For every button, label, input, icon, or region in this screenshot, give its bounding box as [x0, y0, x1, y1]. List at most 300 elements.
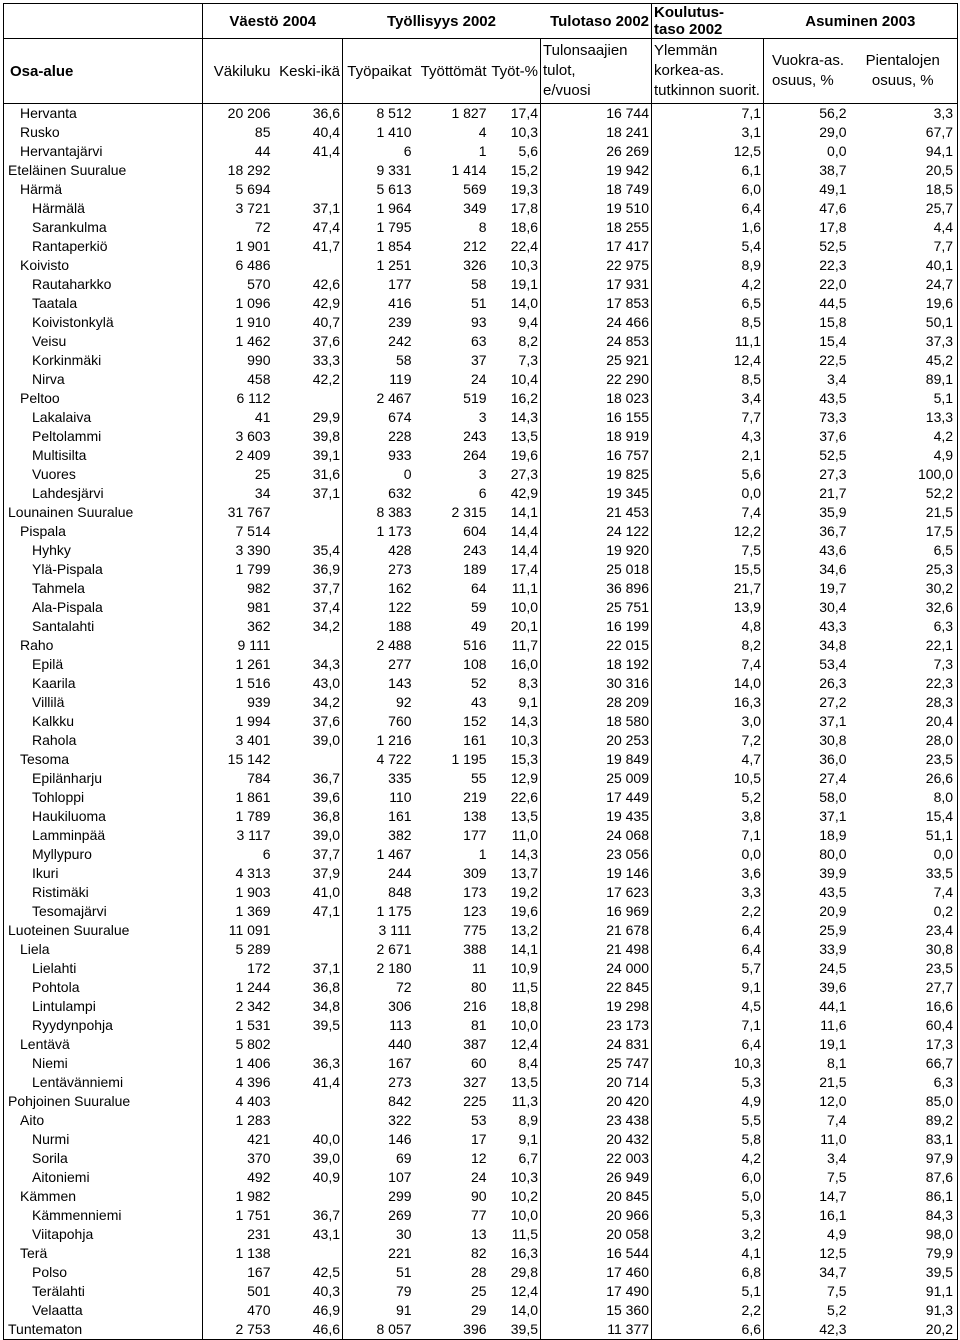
detached-share-cell: 23,5	[849, 750, 958, 769]
detached-share-cell: 24,7	[849, 275, 958, 294]
income-cell: 17 490	[541, 1282, 652, 1301]
mean-age-cell: 34,2	[273, 693, 343, 712]
rental-share-cell: 8,1	[827, 1055, 847, 1071]
jobs-cell: 91	[395, 1302, 412, 1318]
detached-share-cell: 23,5	[849, 959, 958, 978]
population-cell: 1 861	[235, 789, 271, 805]
column-header-detached-share: Pientalojen osuus, %	[849, 39, 958, 104]
table-row	[4, 389, 958, 408]
district-name: Epilä	[4, 655, 203, 674]
mean-age-cell: 36,7	[273, 1206, 343, 1225]
education-cell: 9,1	[652, 978, 764, 997]
population-cell: 1 244	[235, 979, 271, 995]
rental-share-cell: 24,5	[819, 960, 847, 976]
mean-age-cell: 41,7	[273, 237, 343, 256]
table-row	[4, 579, 958, 598]
income-cell: 24 122	[541, 522, 652, 541]
education-cell: 3,8	[652, 807, 764, 826]
unemployment-rate-cell: 10,3	[489, 123, 541, 142]
population-cell: 470	[247, 1302, 271, 1318]
unemployment-rate-cell: 17,4	[489, 560, 541, 579]
unemployed-cell: 37	[470, 352, 487, 368]
income-cell: 20 058	[541, 1225, 652, 1244]
table-row	[4, 256, 958, 275]
column-header-jobs: Työpaikat	[343, 39, 414, 104]
mean-age-cell: 43,0	[273, 674, 343, 693]
rental-share-cell: 21,5	[819, 1074, 847, 1090]
income-cell: 36 896	[541, 579, 652, 598]
table-row	[4, 1054, 958, 1073]
mean-age-cell: 36,9	[273, 560, 343, 579]
rental-share-cell: 17,8	[819, 219, 847, 235]
jobs-cell: 335	[388, 770, 412, 786]
district-name: Ikuri	[4, 864, 203, 883]
detached-share-cell: 91,3	[849, 1301, 958, 1320]
income-cell: 11 377	[541, 1320, 652, 1340]
unemployment-rate-cell: 14,0	[489, 1301, 541, 1320]
mean-age-cell	[273, 1187, 343, 1206]
education-cell: 4,5	[652, 997, 764, 1016]
education-cell: 8,5	[652, 313, 764, 332]
unemployment-rate-cell: 16,2	[489, 389, 541, 408]
table-row	[4, 313, 958, 332]
unemployed-cell: 189	[463, 561, 487, 577]
rental-share-cell: 26,3	[819, 675, 847, 691]
district-name: Tesomajärvi	[4, 902, 203, 921]
table-row	[4, 1282, 958, 1301]
population-cell: 3 390	[235, 542, 271, 558]
population-cell: 1 138	[235, 1245, 271, 1261]
income-cell: 19 942	[541, 161, 652, 180]
education-cell: 16,3	[652, 693, 764, 712]
education-cell: 6,4	[652, 199, 764, 218]
population-cell: 1 531	[235, 1017, 271, 1033]
mean-age-cell: 29,9	[273, 408, 343, 427]
population-cell: 44	[254, 143, 271, 159]
mean-age-cell: 40,9	[273, 1168, 343, 1187]
detached-share-cell: 28,3	[849, 693, 958, 712]
rental-share-cell: 12,5	[819, 1245, 847, 1261]
unemployment-rate-cell: 14,3	[489, 712, 541, 731]
table-row	[4, 1206, 958, 1225]
rental-share-cell: 35,9	[819, 504, 847, 520]
population-cell: 3 721	[235, 200, 271, 216]
group-header-education: Koulutus- taso 2002	[652, 4, 764, 39]
population-cell: 72	[254, 219, 271, 235]
mean-age-cell: 37,1	[273, 959, 343, 978]
income-cell: 24 831	[541, 1035, 652, 1054]
income-cell: 19 345	[541, 484, 652, 503]
jobs-cell: 933	[388, 447, 412, 463]
unemployed-cell: 12	[470, 1150, 487, 1166]
mean-age-cell	[273, 180, 343, 199]
unemployed-cell: 51	[470, 295, 487, 311]
rental-share-cell: 3,4	[827, 1150, 847, 1166]
unemployed-cell: 516	[463, 637, 487, 653]
district-name: Härmälä	[4, 199, 203, 218]
unemployment-rate-cell: 10,4	[489, 370, 541, 389]
income-cell: 23 438	[541, 1111, 652, 1130]
mean-age-cell	[273, 940, 343, 959]
mean-age-cell	[273, 750, 343, 769]
rental-share-cell: 56,2	[819, 105, 847, 121]
district-name: Kaarila	[4, 674, 203, 693]
income-cell: 16 744	[541, 104, 652, 124]
table-row	[4, 446, 958, 465]
education-cell: 4,1	[652, 1244, 764, 1263]
population-cell: 15 142	[227, 751, 271, 767]
unemployed-cell: 93	[470, 314, 487, 330]
district-name: Lielahti	[4, 959, 203, 978]
population-cell: 362	[247, 618, 271, 634]
income-cell: 16 544	[541, 1244, 652, 1263]
table-row	[4, 921, 958, 940]
jobs-cell: 119	[389, 371, 412, 387]
education-cell: 15,5	[652, 560, 764, 579]
unemployment-rate-cell: 9,1	[489, 1130, 541, 1149]
income-cell: 16 969	[541, 902, 652, 921]
population-cell: 172	[247, 960, 271, 976]
education-cell: 2,1	[652, 446, 764, 465]
mean-age-cell: 39,0	[273, 826, 343, 845]
detached-share-cell: 37,3	[849, 332, 958, 351]
education-cell: 7,1	[652, 1016, 764, 1035]
district-name: Lakalaiva	[4, 408, 203, 427]
unemployed-cell: 775	[463, 922, 487, 938]
unemployment-rate-cell: 6,7	[489, 1149, 541, 1168]
rental-share-cell: 27,2	[819, 694, 847, 710]
population-cell: 167	[247, 1264, 271, 1280]
income-cell: 19 849	[541, 750, 652, 769]
district-name: Aitoniemi	[4, 1168, 203, 1187]
unemployed-cell: 349	[463, 200, 487, 216]
jobs-cell: 848	[388, 884, 412, 900]
detached-share-cell: 60,4	[849, 1016, 958, 1035]
unemployed-cell: 4	[478, 124, 487, 140]
detached-share-cell: 45,2	[849, 351, 958, 370]
table-row	[4, 598, 958, 617]
income-cell: 19 146	[541, 864, 652, 883]
detached-share-cell: 84,3	[849, 1206, 958, 1225]
detached-share-cell: 15,4	[849, 807, 958, 826]
income-cell: 25 009	[541, 769, 652, 788]
income-cell: 16 199	[541, 617, 652, 636]
district-name: Koivistonkylä	[4, 313, 203, 332]
jobs-cell: 228	[388, 428, 412, 444]
table-row	[4, 123, 958, 142]
unemployment-rate-cell: 42,9	[489, 484, 541, 503]
unemployed-cell: 387	[463, 1036, 487, 1052]
table-row	[4, 845, 958, 864]
rental-share-cell: 0,0	[827, 143, 847, 159]
table-row	[4, 807, 958, 826]
education-cell: 0,0	[652, 484, 764, 503]
rental-share-cell: 16,1	[819, 1207, 847, 1223]
population-cell: 41	[254, 409, 271, 425]
table-row	[4, 731, 958, 750]
district-name: Pispala	[4, 522, 203, 541]
unemployed-cell: 77	[470, 1207, 487, 1223]
jobs-cell: 221	[388, 1245, 412, 1261]
income-cell: 25 747	[541, 1054, 652, 1073]
detached-share-cell: 39,5	[849, 1263, 958, 1282]
jobs-cell: 8 057	[343, 1320, 414, 1340]
population-cell: 11 091	[228, 922, 271, 938]
mean-age-cell: 40,0	[273, 1130, 343, 1149]
district-name: Lamminpää	[4, 826, 203, 845]
population-cell: 4 403	[235, 1093, 271, 1109]
table-row	[4, 940, 958, 959]
rental-share-cell: 4,9	[827, 1226, 847, 1242]
jobs-cell: 273	[388, 1074, 412, 1090]
jobs-cell: 382	[388, 827, 412, 843]
population-cell: 9 111	[237, 637, 271, 653]
population-cell: 1 910	[235, 314, 271, 330]
unemployed-cell: 123	[463, 903, 487, 919]
jobs-cell: 842	[388, 1093, 412, 1109]
column-header-rental-share: Vuokra-as. osuus, %	[764, 39, 849, 104]
table-row	[4, 693, 958, 712]
mean-age-cell: 34,3	[273, 655, 343, 674]
education-cell: 8,2	[652, 636, 764, 655]
unemployed-cell: 81	[470, 1017, 487, 1033]
population-cell: 1 462	[235, 333, 271, 349]
population-cell: 784	[247, 770, 271, 786]
unemployed-cell: 28	[470, 1264, 487, 1280]
rental-share-cell: 34,6	[819, 561, 847, 577]
detached-share-cell: 27,7	[849, 978, 958, 997]
detached-share-cell: 8,0	[849, 788, 958, 807]
mean-age-cell: 39,5	[273, 1016, 343, 1035]
rental-share-cell: 22,5	[819, 352, 847, 368]
detached-share-cell: 87,6	[849, 1168, 958, 1187]
rental-share-cell: 80,0	[819, 846, 847, 862]
group-header-income: Tulotaso 2002	[541, 4, 652, 39]
income-cell: 26 949	[541, 1168, 652, 1187]
rental-share-cell: 53,4	[819, 656, 847, 672]
unemployed-cell: 388	[463, 941, 487, 957]
unemployed-cell: 60	[470, 1055, 487, 1071]
jobs-cell: 110	[389, 789, 412, 805]
district-name: Myllypuro	[4, 845, 203, 864]
income-cell: 23 173	[541, 1016, 652, 1035]
unemployment-rate-cell: 14,4	[489, 541, 541, 560]
rental-share-cell: 43,5	[819, 390, 847, 406]
education-cell: 7,1	[652, 104, 764, 124]
mean-age-cell: 37,6	[273, 712, 343, 731]
income-cell: 20 966	[541, 1206, 652, 1225]
population-cell: 34	[254, 485, 271, 501]
district-name: Polso	[4, 1263, 203, 1282]
unemployment-rate-cell: 20,1	[489, 617, 541, 636]
population-cell: 1 516	[235, 675, 271, 691]
education-cell: 6,4	[652, 1035, 764, 1054]
unemployment-rate-cell: 11,5	[489, 1225, 541, 1244]
population-cell: 25	[254, 466, 271, 482]
jobs-cell: 239	[388, 314, 412, 330]
rental-share-cell: 7,4	[827, 1112, 847, 1128]
income-cell: 24 853	[541, 332, 652, 351]
table-row	[4, 788, 958, 807]
jobs-cell: 1 964	[376, 200, 412, 216]
mean-age-cell: 36,6	[273, 104, 343, 124]
jobs-cell: 273	[388, 561, 412, 577]
unemployment-rate-cell: 8,4	[489, 1054, 541, 1073]
table-row	[4, 750, 958, 769]
mean-age-cell: 47,4	[273, 218, 343, 237]
jobs-cell: 322	[388, 1112, 412, 1128]
unemployed-cell: 53	[470, 1112, 487, 1128]
mean-age-cell	[273, 522, 343, 541]
unemployed-cell: 82	[470, 1245, 487, 1261]
detached-share-cell: 6,3	[849, 617, 958, 636]
income-cell: 22 003	[541, 1149, 652, 1168]
population-cell: 3 401	[235, 732, 271, 748]
table-row	[4, 104, 958, 124]
income-cell: 20 253	[541, 731, 652, 750]
education-cell: 6,4	[652, 921, 764, 940]
education-cell: 6,0	[652, 180, 764, 199]
income-cell: 24 466	[541, 313, 652, 332]
population-cell: 939	[247, 694, 271, 710]
district-name: Rahola	[4, 731, 203, 750]
district-name: Sarankulma	[4, 218, 203, 237]
group-header-housing: Asuminen 2003	[764, 4, 958, 39]
mean-age-cell: 36,8	[273, 978, 343, 997]
rental-share-cell: 27,3	[819, 466, 847, 482]
jobs-cell: 51	[395, 1264, 412, 1280]
education-cell: 2,2	[652, 902, 764, 921]
education-cell: 5,7	[652, 959, 764, 978]
unemployment-rate-cell: 19,6	[489, 902, 541, 921]
population-cell: 7 514	[235, 523, 271, 539]
unemployed-cell: 243	[463, 428, 487, 444]
education-cell: 6,1	[652, 161, 764, 180]
income-cell: 30 316	[541, 674, 652, 693]
district-name: Lahdesjärvi	[4, 484, 203, 503]
district-statistics-table	[3, 3, 958, 1340]
unemployed-cell: 327	[463, 1074, 487, 1090]
education-cell: 1,6	[652, 218, 764, 237]
rental-share-cell: 73,3	[819, 409, 847, 425]
unemployment-rate-cell: 8,3	[489, 674, 541, 693]
jobs-cell: 2 467	[376, 390, 412, 406]
detached-share-cell: 0,0	[849, 845, 958, 864]
population-cell: 1 903	[235, 884, 271, 900]
district-name: Peltoo	[4, 389, 203, 408]
unemployed-cell: 24	[470, 371, 487, 387]
education-cell: 7,1	[652, 826, 764, 845]
table-row	[4, 769, 958, 788]
district-name: Niemi	[4, 1054, 203, 1073]
population-cell: 1 096	[235, 295, 271, 311]
income-cell: 18 192	[541, 655, 652, 674]
mean-age-cell: 41,0	[273, 883, 343, 902]
education-cell: 8,9	[652, 256, 764, 275]
population-cell: 1 261	[235, 656, 271, 672]
detached-share-cell: 51,1	[849, 826, 958, 845]
unemployed-cell: 1	[478, 846, 487, 862]
detached-share-cell: 25,7	[849, 199, 958, 218]
district-name: Härmä	[4, 180, 203, 199]
jobs-cell: 1 251	[376, 257, 412, 273]
income-cell: 22 290	[541, 370, 652, 389]
table-row	[4, 294, 958, 313]
rental-share-cell: 39,9	[819, 865, 847, 881]
district-name: Viitapohja	[4, 1225, 203, 1244]
income-cell: 17 460	[541, 1263, 652, 1282]
district-name: Villilä	[4, 693, 203, 712]
unemployed-cell: 49	[470, 618, 487, 634]
unemployment-rate-cell: 22,6	[489, 788, 541, 807]
unemployment-rate-cell: 10,0	[489, 1016, 541, 1035]
district-name: Nirva	[4, 370, 203, 389]
unemployment-rate-cell: 12,4	[489, 1035, 541, 1054]
table-row	[4, 1111, 958, 1130]
unemployment-rate-cell: 13,5	[489, 1073, 541, 1092]
education-cell: 3,6	[652, 864, 764, 883]
jobs-cell: 143	[388, 675, 412, 691]
mean-age-cell: 40,4	[273, 123, 343, 142]
income-cell: 18 023	[541, 389, 652, 408]
column-header-district: Osa-alue	[4, 39, 203, 104]
unemployment-rate-cell: 10,2	[489, 1187, 541, 1206]
unemployment-rate-cell: 13,7	[489, 864, 541, 883]
jobs-cell: 428	[388, 542, 412, 558]
district-name: Kalkku	[4, 712, 203, 731]
rental-share-cell: 7,5	[827, 1169, 847, 1185]
mean-age-cell: 41,4	[273, 142, 343, 161]
income-cell: 20 420	[541, 1092, 652, 1111]
district-name: Santalahti	[4, 617, 203, 636]
detached-share-cell: 5,1	[849, 389, 958, 408]
table-row	[4, 1016, 958, 1035]
unemployed-cell: 604	[463, 523, 487, 539]
education-cell: 10,3	[652, 1054, 764, 1073]
detached-share-cell: 83,1	[849, 1130, 958, 1149]
mean-age-cell: 46,6	[273, 1320, 343, 1340]
mean-age-cell: 37,6	[273, 332, 343, 351]
table-row	[4, 161, 958, 180]
jobs-cell: 9 331	[376, 162, 412, 178]
mean-age-cell: 35,4	[273, 541, 343, 560]
education-cell: 6,8	[652, 1263, 764, 1282]
detached-share-cell: 17,5	[849, 522, 958, 541]
education-cell: 14,0	[652, 674, 764, 693]
unemployment-rate-cell: 39,5	[489, 1320, 541, 1340]
education-cell: 7,2	[652, 731, 764, 750]
table-row	[4, 617, 958, 636]
education-cell: 6,4	[652, 940, 764, 959]
income-cell: 17 417	[541, 237, 652, 256]
table-row	[4, 484, 958, 503]
income-cell: 15 360	[541, 1301, 652, 1320]
district-name: Taatala	[4, 294, 203, 313]
jobs-cell: 58	[395, 352, 412, 368]
rental-share-cell: 43,6	[819, 542, 847, 558]
detached-share-cell: 6,5	[849, 541, 958, 560]
district-name: Nurmi	[4, 1130, 203, 1149]
population-cell: 1 799	[235, 561, 271, 577]
district-name: Koivisto	[4, 256, 203, 275]
education-cell: 11,1	[652, 332, 764, 351]
district-name: Kämmenniemi	[4, 1206, 203, 1225]
jobs-cell: 72	[395, 979, 412, 995]
group-header-employment: Työllisyys 2002	[343, 4, 541, 39]
jobs-cell: 2 180	[376, 960, 412, 976]
unemployment-rate-cell: 14,4	[489, 522, 541, 541]
income-cell: 26 269	[541, 142, 652, 161]
